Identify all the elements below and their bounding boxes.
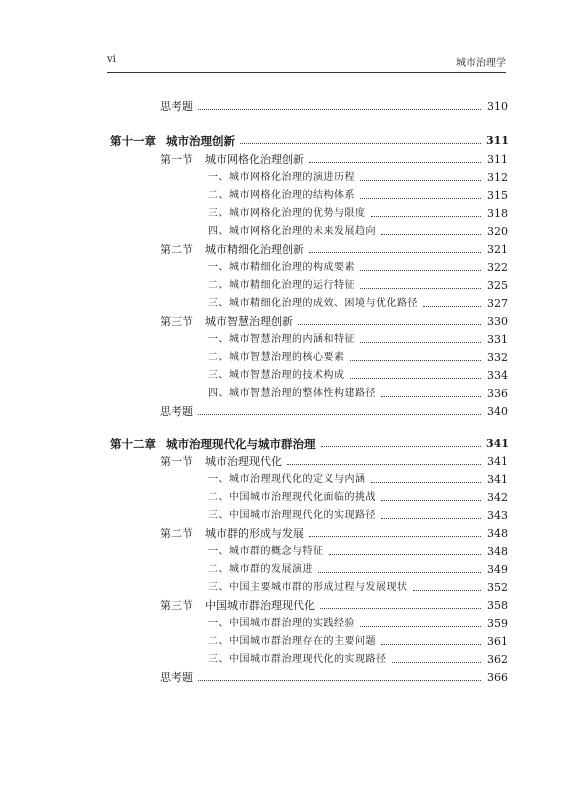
- toc-entry-sub: [208, 649, 508, 667]
- toc-entry-label: [160, 315, 293, 329]
- toc-entry-number: 第一节: [160, 455, 193, 468]
- toc-page-number: 331: [487, 333, 508, 346]
- toc-entry-label: [208, 261, 355, 275]
- toc-leader-dots: [423, 305, 481, 307]
- toc-entry-title: 城市治理现代化与城市群治理: [166, 437, 316, 451]
- toc-entry-title: 三、城市精细化治理的成效、困境与优化路径: [208, 298, 418, 309]
- toc-entry-title: 一、城市治理现代化的定义与内涵: [208, 474, 366, 485]
- toc-leader-dots: [318, 571, 481, 573]
- toc-entry-q: [160, 96, 508, 114]
- toc-entry-title: 二、城市网格化治理的结构体系: [208, 190, 355, 201]
- toc-entry-label: [208, 563, 313, 577]
- toc-leader-dots: [350, 359, 482, 361]
- toc-entry-label: [208, 351, 345, 365]
- toc-page-number: 342: [487, 491, 508, 504]
- toc-page-number: 341: [487, 455, 508, 468]
- toc-entry-label: [160, 405, 193, 419]
- toc-entry-sec: [160, 239, 508, 257]
- toc-entry-label: [208, 189, 355, 203]
- toc-page-number: 312: [487, 171, 508, 184]
- toc-page-number: 330: [487, 315, 508, 328]
- toc-entry-title: 二、城市智慧治理的核心要素: [208, 352, 345, 363]
- toc-page-number: 332: [487, 351, 508, 364]
- toc-page-number: 340: [487, 405, 508, 418]
- toc-entry-sec: [160, 523, 508, 541]
- toc-entry-sub: [208, 329, 508, 347]
- toc-leader-dots: [240, 142, 481, 144]
- toc-page-number: 349: [487, 563, 508, 576]
- toc-entry-label: [110, 134, 235, 148]
- toc-leader-dots: [360, 625, 481, 627]
- toc-entry-title: 思考题: [160, 671, 193, 684]
- toc-entry-sub: [208, 257, 508, 275]
- toc-leader-dots: [329, 553, 482, 555]
- toc-entry-ch: [110, 130, 508, 148]
- toc-entry-label: [208, 207, 366, 221]
- toc-leader-dots: [360, 287, 481, 289]
- toc-entry-sub: [208, 505, 508, 523]
- toc-page-number: 320: [487, 225, 508, 238]
- toc-leader-dots: [381, 499, 481, 501]
- toc-leader-dots: [320, 607, 481, 609]
- toc-leader-dots: [360, 179, 481, 181]
- toc-leader-dots: [198, 413, 481, 415]
- toc-entry-q: [160, 401, 508, 419]
- header-book-title: 城市治理学: [456, 58, 506, 69]
- toc-entry-title: 城市精细化治理创新: [205, 243, 304, 256]
- toc-page-number: 366: [487, 671, 508, 684]
- toc-entry-sub: [208, 487, 508, 505]
- toc-entry-number: 第三节: [160, 315, 193, 328]
- toc-entry-label: [160, 671, 193, 685]
- toc-entry-label: [160, 100, 193, 114]
- toc-entry-title: 城市网格化治理创新: [205, 153, 304, 166]
- toc-entry-sub: [208, 293, 508, 311]
- toc-entry-sub: [208, 469, 508, 487]
- toc-entry-title: 二、中国城市治理现代化面临的挑战: [208, 492, 376, 503]
- toc-entry-label: [208, 509, 376, 523]
- toc-leader-dots: [198, 679, 481, 681]
- toc-entry-label: [208, 473, 366, 487]
- toc-entry-label: [208, 617, 355, 631]
- toc-entry-label: [160, 455, 282, 469]
- toc-page-number: 321: [487, 243, 508, 256]
- toc-page-number: 341: [486, 437, 509, 450]
- toc-page-number: 327: [487, 297, 508, 310]
- toc-entry-title: 一、中国城市群治理的实践经验: [208, 618, 355, 629]
- toc-page-number: 348: [487, 545, 508, 558]
- toc-entry-title: 城市群的形成与发展: [205, 527, 304, 540]
- toc-leader-dots: [413, 589, 482, 591]
- toc-page-number: 322: [487, 261, 508, 274]
- toc-entry-title: 城市治理创新: [166, 134, 235, 148]
- toc-entry-sec: [160, 595, 508, 613]
- toc-leader-dots: [309, 251, 481, 253]
- toc-page-number: 336: [487, 387, 508, 400]
- toc-page-number: 358: [487, 599, 508, 612]
- toc-entry-label: [208, 545, 324, 559]
- toc-entry-title: 思考题: [160, 100, 193, 113]
- toc-page-number: 311: [486, 134, 509, 147]
- toc-leader-dots: [360, 197, 481, 199]
- toc-entry-sub: [208, 383, 508, 401]
- toc-entry-title: 三、中国城市治理现代化的实现路径: [208, 510, 376, 521]
- toc-entry-title: 四、城市网格化治理的未来发展趋向: [208, 226, 376, 237]
- toc-page-number: 352: [487, 581, 508, 594]
- toc-entry-ch: [110, 433, 508, 451]
- toc-entry-q: [160, 667, 508, 685]
- toc-entry-label: [208, 369, 345, 383]
- toc-entry-sub: [208, 613, 508, 631]
- toc-entry-title: 二、城市群的发展演进: [208, 564, 313, 575]
- toc-leader-dots: [381, 517, 481, 519]
- toc-entry-title: 一、城市群的概念与特征: [208, 546, 324, 557]
- toc-entry-sub: [208, 221, 508, 239]
- toc-entry-label: [208, 171, 355, 185]
- toc-entry-title: 一、城市网格化治理的演进历程: [208, 172, 355, 183]
- toc-leader-dots: [287, 463, 481, 465]
- toc-leader-dots: [309, 161, 481, 163]
- toc-entry-title: 一、城市智慧治理的内涵和特征: [208, 334, 355, 345]
- toc-entry-label: [208, 581, 408, 595]
- toc-entry-title: 三、中国城市群治理现代化的实现路径: [208, 654, 387, 665]
- toc-entry-number: 第二节: [160, 243, 193, 256]
- toc-entry-sub: [208, 347, 508, 365]
- header-page-number: vi: [107, 54, 116, 65]
- toc-leader-dots: [198, 108, 481, 110]
- toc-entry-sub: [208, 203, 508, 221]
- toc-entry-label: [160, 243, 304, 257]
- toc-page-number: 341: [487, 473, 508, 486]
- toc-leader-dots: [392, 661, 482, 663]
- toc-entry-label: [208, 491, 376, 505]
- toc-page-number: 359: [487, 617, 508, 630]
- toc-leader-dots: [350, 377, 482, 379]
- toc-leader-dots: [381, 643, 481, 645]
- toc-page-number: 310: [487, 100, 508, 113]
- toc-entry-sub: [208, 577, 508, 595]
- toc-entry-label: [208, 297, 418, 311]
- toc-entry-number: 第十二章: [110, 437, 156, 451]
- header-divider: [107, 72, 506, 73]
- toc-entry-label: [110, 437, 316, 451]
- toc-leader-dots: [381, 395, 481, 397]
- toc-page-number: 348: [487, 527, 508, 540]
- toc-page-number: 362: [487, 653, 508, 666]
- toc-leader-dots: [298, 323, 481, 325]
- toc-entry-label: [160, 153, 304, 167]
- toc-entry-label: [208, 387, 376, 401]
- toc-entry-label: [208, 333, 355, 347]
- toc-leader-dots: [309, 535, 481, 537]
- toc-entry-label: [160, 599, 315, 613]
- toc-page-number: 311: [487, 153, 508, 166]
- toc-entry-sub: [208, 631, 508, 649]
- toc-page-number: 343: [487, 509, 508, 522]
- toc-entry-sec: [160, 311, 508, 329]
- toc-entry-title: 三、中国主要城市群的形成过程与发展现状: [208, 582, 408, 593]
- toc-page-number: 325: [487, 279, 508, 292]
- toc-page-number: 361: [487, 635, 508, 648]
- toc-leader-dots: [360, 269, 481, 271]
- toc-entry-number: 第三节: [160, 599, 193, 612]
- toc-entry-label: [208, 225, 376, 239]
- toc-leader-dots: [360, 341, 481, 343]
- toc-entry-title: 三、城市智慧治理的技术构成: [208, 370, 345, 381]
- toc-entry-sub: [208, 185, 508, 203]
- toc-entry-sub: [208, 167, 508, 185]
- toc-entry-title: 思考题: [160, 405, 193, 418]
- toc-page-number: 315: [487, 189, 508, 202]
- toc-entry-title: 四、城市智慧治理的整体性构建路径: [208, 388, 376, 399]
- toc-entry-title: 城市智慧治理创新: [205, 315, 293, 328]
- toc-entry-sub: [208, 541, 508, 559]
- toc-entry-label: [208, 653, 387, 667]
- toc-entry-title: 城市治理现代化: [205, 455, 282, 468]
- toc-entry-title: 二、城市精细化治理的运行特征: [208, 280, 355, 291]
- toc-entry-title: 三、城市网格化治理的优势与限度: [208, 208, 366, 219]
- toc-entry-title: 一、城市精细化治理的构成要素: [208, 262, 355, 273]
- toc-leader-dots: [371, 481, 482, 483]
- toc-entry-sub: [208, 559, 508, 577]
- toc-entry-label: [208, 635, 376, 649]
- toc-entry-title: 中国城市群治理现代化: [205, 599, 315, 612]
- toc-entry-title: 二、中国城市群治理存在的主要问题: [208, 636, 376, 647]
- toc-leader-dots: [321, 445, 482, 447]
- toc-entry-sec: [160, 149, 508, 167]
- toc-leader-dots: [371, 215, 482, 217]
- toc-entry-label: [160, 527, 304, 541]
- toc-entry-sub: [208, 365, 508, 383]
- toc-page-number: 318: [487, 207, 508, 220]
- toc-page-number: 334: [487, 369, 508, 382]
- toc-entry-number: 第一节: [160, 153, 193, 166]
- toc-entry-label: [208, 279, 355, 293]
- toc-leader-dots: [381, 233, 481, 235]
- toc-entry-number: 第十一章: [110, 134, 156, 148]
- toc-entry-sub: [208, 275, 508, 293]
- toc-entry-sec: [160, 451, 508, 469]
- toc-entry-number: 第二节: [160, 527, 193, 540]
